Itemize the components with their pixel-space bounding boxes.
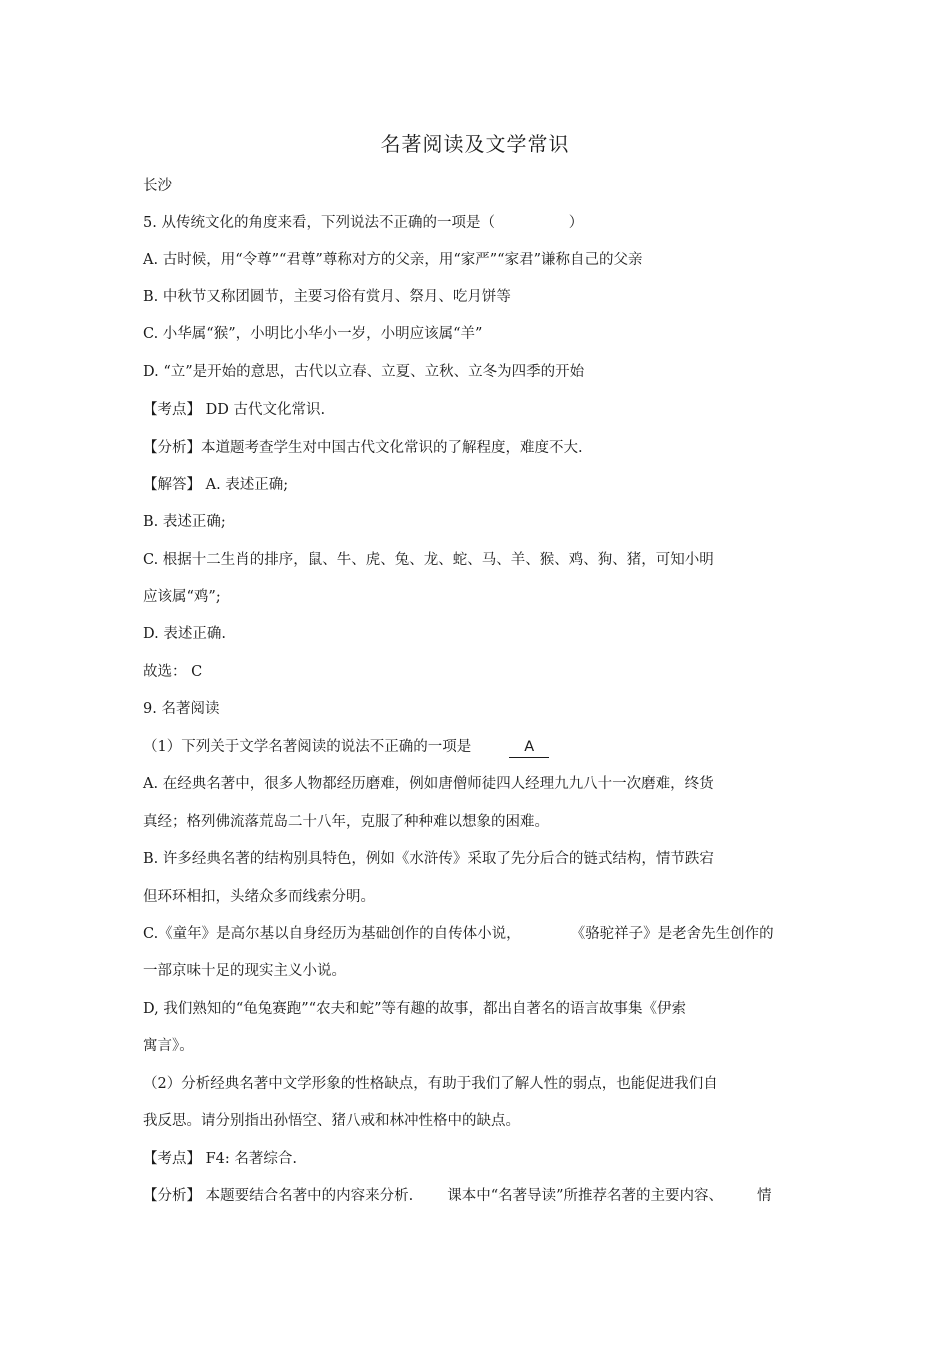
q5-jieda-b: B. 表述正确;	[143, 514, 226, 530]
q9-sub2-line2: 我反思。请分别指出孙悟空、猪八戒和林冲性格中的缺点。	[143, 1113, 520, 1129]
q5-kaodian: 【考点】 DD 古代文化常识.	[143, 402, 326, 418]
q9-option-a-line2: 真经；格列佛流落荒岛二十八年，克服了种种难以想象的困难。	[143, 814, 549, 830]
q9-option-d-line2: 寓言》。	[143, 1038, 194, 1054]
q5-option-c: C. 小华属“猴”，小明比小华小一岁，小明应该属“羊”	[143, 326, 483, 342]
q5-option-a: A. 古时候，用“令尊”“君尊”尊称对方的父亲，用“家严”“家君”谦称自己的父亲	[143, 252, 643, 268]
q5-option-d: D. “立”是开始的意思，古代以立春、立夏、立秋、立冬为四季的开始	[143, 364, 585, 380]
q9-option-c-part2: 《骆驼祥子》是老舍先生创作的	[570, 926, 774, 942]
q9-sub1	[143, 737, 549, 758]
q5-jieda-c-line2: 应该属“鸡”;	[143, 589, 221, 605]
q9-option-a-line1: A. 在经典名著中，很多人物都经历磨难，例如唐僧师徒四人经理九九八十一次磨难，终货	[143, 776, 714, 792]
page-title: 名著阅读及文学常识	[380, 132, 570, 156]
q9-fenxi-part3: 情	[757, 1188, 772, 1204]
q5-option-b: B. 中秋节又称团圆节，主要习俗有赏月、祭月、吃月饼等	[143, 289, 511, 305]
q9-fenxi-part2: 课本中“名著导读”所推荐名著的主要内容、	[447, 1188, 724, 1204]
q9-fenxi-part1: 【分析】 本题要结合名著中的内容来分析.	[143, 1188, 414, 1204]
region-label: 长沙	[143, 178, 172, 194]
q5-answer: 故选： C	[143, 664, 203, 680]
q9-sub2-line1: （2）分析经典名著中文学形象的性格缺点，有助于我们了解人性的弱点，也能促进我们自	[143, 1076, 718, 1092]
q9-option-d-line1: D, 我们熟知的“龟兔赛跑”“农夫和蛇”等有趣的故事，都出自著名的语言故事集《伊索	[143, 1001, 686, 1017]
q9-option-b-line1: B. 许多经典名著的结构别具特色，例如《水浒传》采取了先分后合的链式结构，情节跌宕	[143, 851, 714, 867]
q5-fenxi: 【分析】本道题考查学生对中国古代文化常识的了解程度，难度不大.	[143, 440, 583, 456]
q9-stem: 9. 名著阅读	[143, 701, 220, 717]
q9-sub1-answer-blank: A	[509, 737, 549, 758]
q9-option-b-line2: 但环环相扣，头绪众多而线索分明。	[143, 889, 375, 905]
q9-kaodian: 【考点】 F4: 名著综合.	[143, 1151, 297, 1167]
q9-option-c-line1	[143, 924, 774, 944]
q9-sub1-prefix: （1）下列关于文学名著阅读的说法不正确的一项是	[143, 739, 472, 755]
q5-jieda: 【解答】 A. 表述正确;	[143, 477, 289, 493]
q5-jieda-c-line1: C. 根据十二生肖的排序，鼠、牛、虎、兔、龙、蛇、马、羊、猴、鸡、狗、猪，可知小明	[143, 552, 714, 568]
q9-option-c-line2: 一部京味十足的现实主义小说。	[143, 963, 346, 979]
q5-stem: 5. 从传统文化的角度来看，下列说法不正确的一项是（ ）	[143, 215, 584, 231]
q9-option-c-part1: C.《童年》是高尔基以自身经历为基础创作的自传体小说，	[143, 926, 521, 942]
q5-jieda-d: D. 表述正确.	[143, 626, 226, 642]
q9-fenxi	[143, 1186, 772, 1206]
